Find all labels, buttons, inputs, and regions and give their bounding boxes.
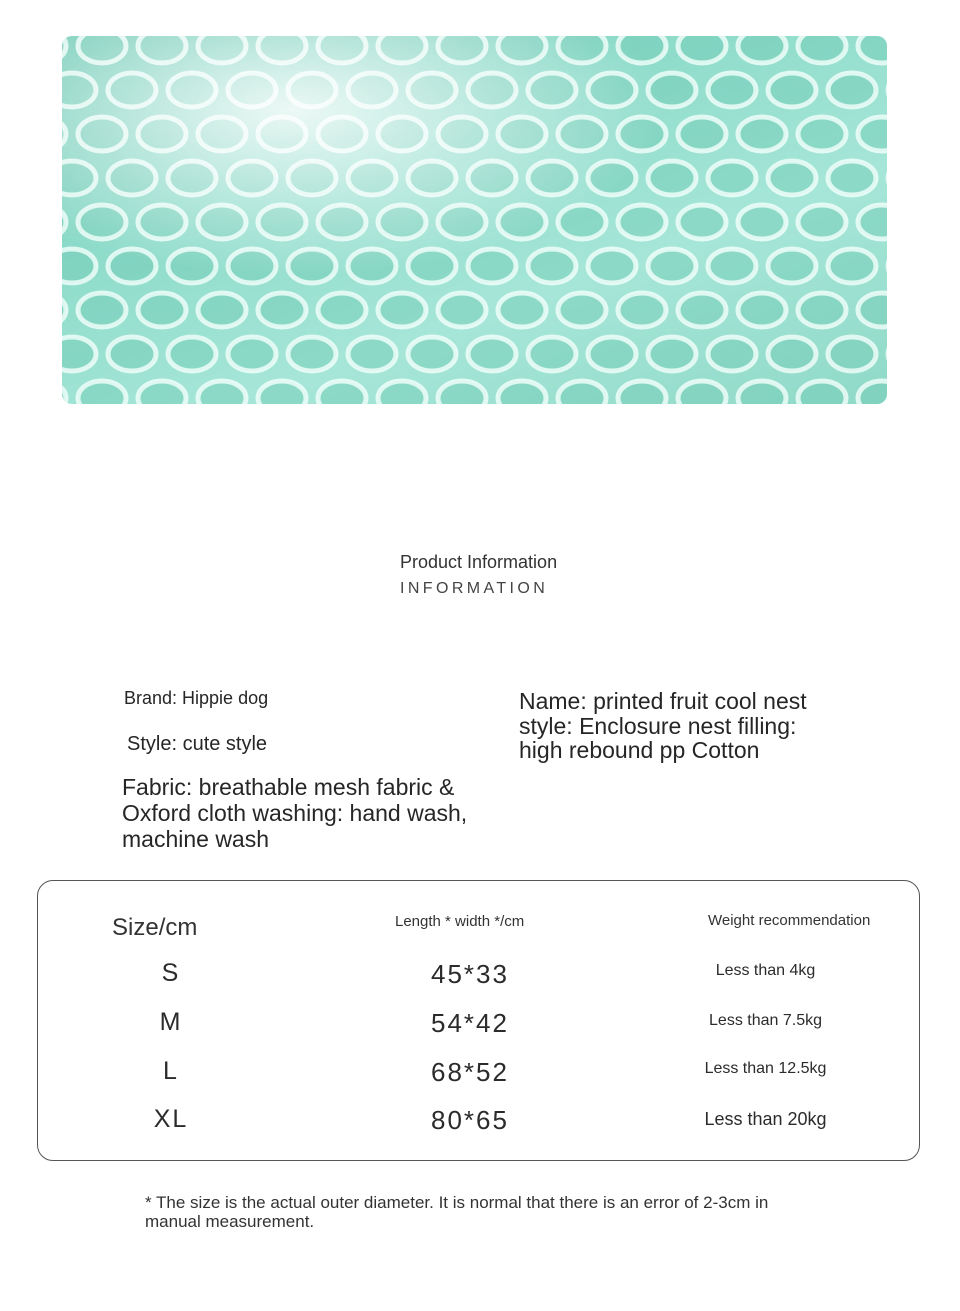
size-cell: M <box>159 1008 183 1036</box>
weight-cell: Less than 20kg <box>704 1109 827 1129</box>
weight-cell: Less than 12.5kg <box>704 1060 827 1077</box>
info-title: Product Information <box>400 552 558 572</box>
dimensions-cell: 54*42 <box>431 1008 509 1038</box>
measurement-note: * The size is the actual outer diameter. It is normal that there is an error of 2-3cm in manual measurement. <box>145 1193 769 1231</box>
table-row <box>38 1105 919 1145</box>
table-row <box>38 1057 919 1097</box>
weight-cell: Less than 4kg <box>715 962 816 979</box>
dimensions-cell: 68*52 <box>431 1057 509 1087</box>
size-cell: L <box>163 1057 179 1085</box>
size-table <box>37 880 920 1161</box>
brand-text: Brand: Hippie dog <box>124 688 269 708</box>
weight-column-header: Weight recommendation <box>708 912 871 929</box>
dimensions-cell: 45*33 <box>431 959 509 989</box>
table-row <box>38 959 919 999</box>
size-column-header: Size/cm <box>112 914 198 941</box>
dimensions-cell: 80*65 <box>431 1105 509 1135</box>
weight-cell: Less than 7.5kg <box>709 1012 822 1029</box>
info-subtitle: INFORMATION <box>400 580 549 597</box>
size-cell: S <box>161 959 181 987</box>
table-row <box>38 1008 919 1048</box>
style-text: Style: cute style <box>127 733 268 755</box>
fabric-text: Fabric: breathable mesh fabric & Oxford cloth washing: hand wash, machine wash <box>122 774 468 852</box>
name-text: Name: printed fruit cool nest style: Enclosure nest filling: high rebound pp Cotton <box>519 688 807 763</box>
size-cell: XL <box>153 1105 189 1133</box>
product-information-heading <box>400 552 600 598</box>
dimensions-column-header: Length * width */cm <box>395 913 525 930</box>
mesh-fabric-image <box>62 36 887 404</box>
mesh-texture <box>62 36 887 404</box>
